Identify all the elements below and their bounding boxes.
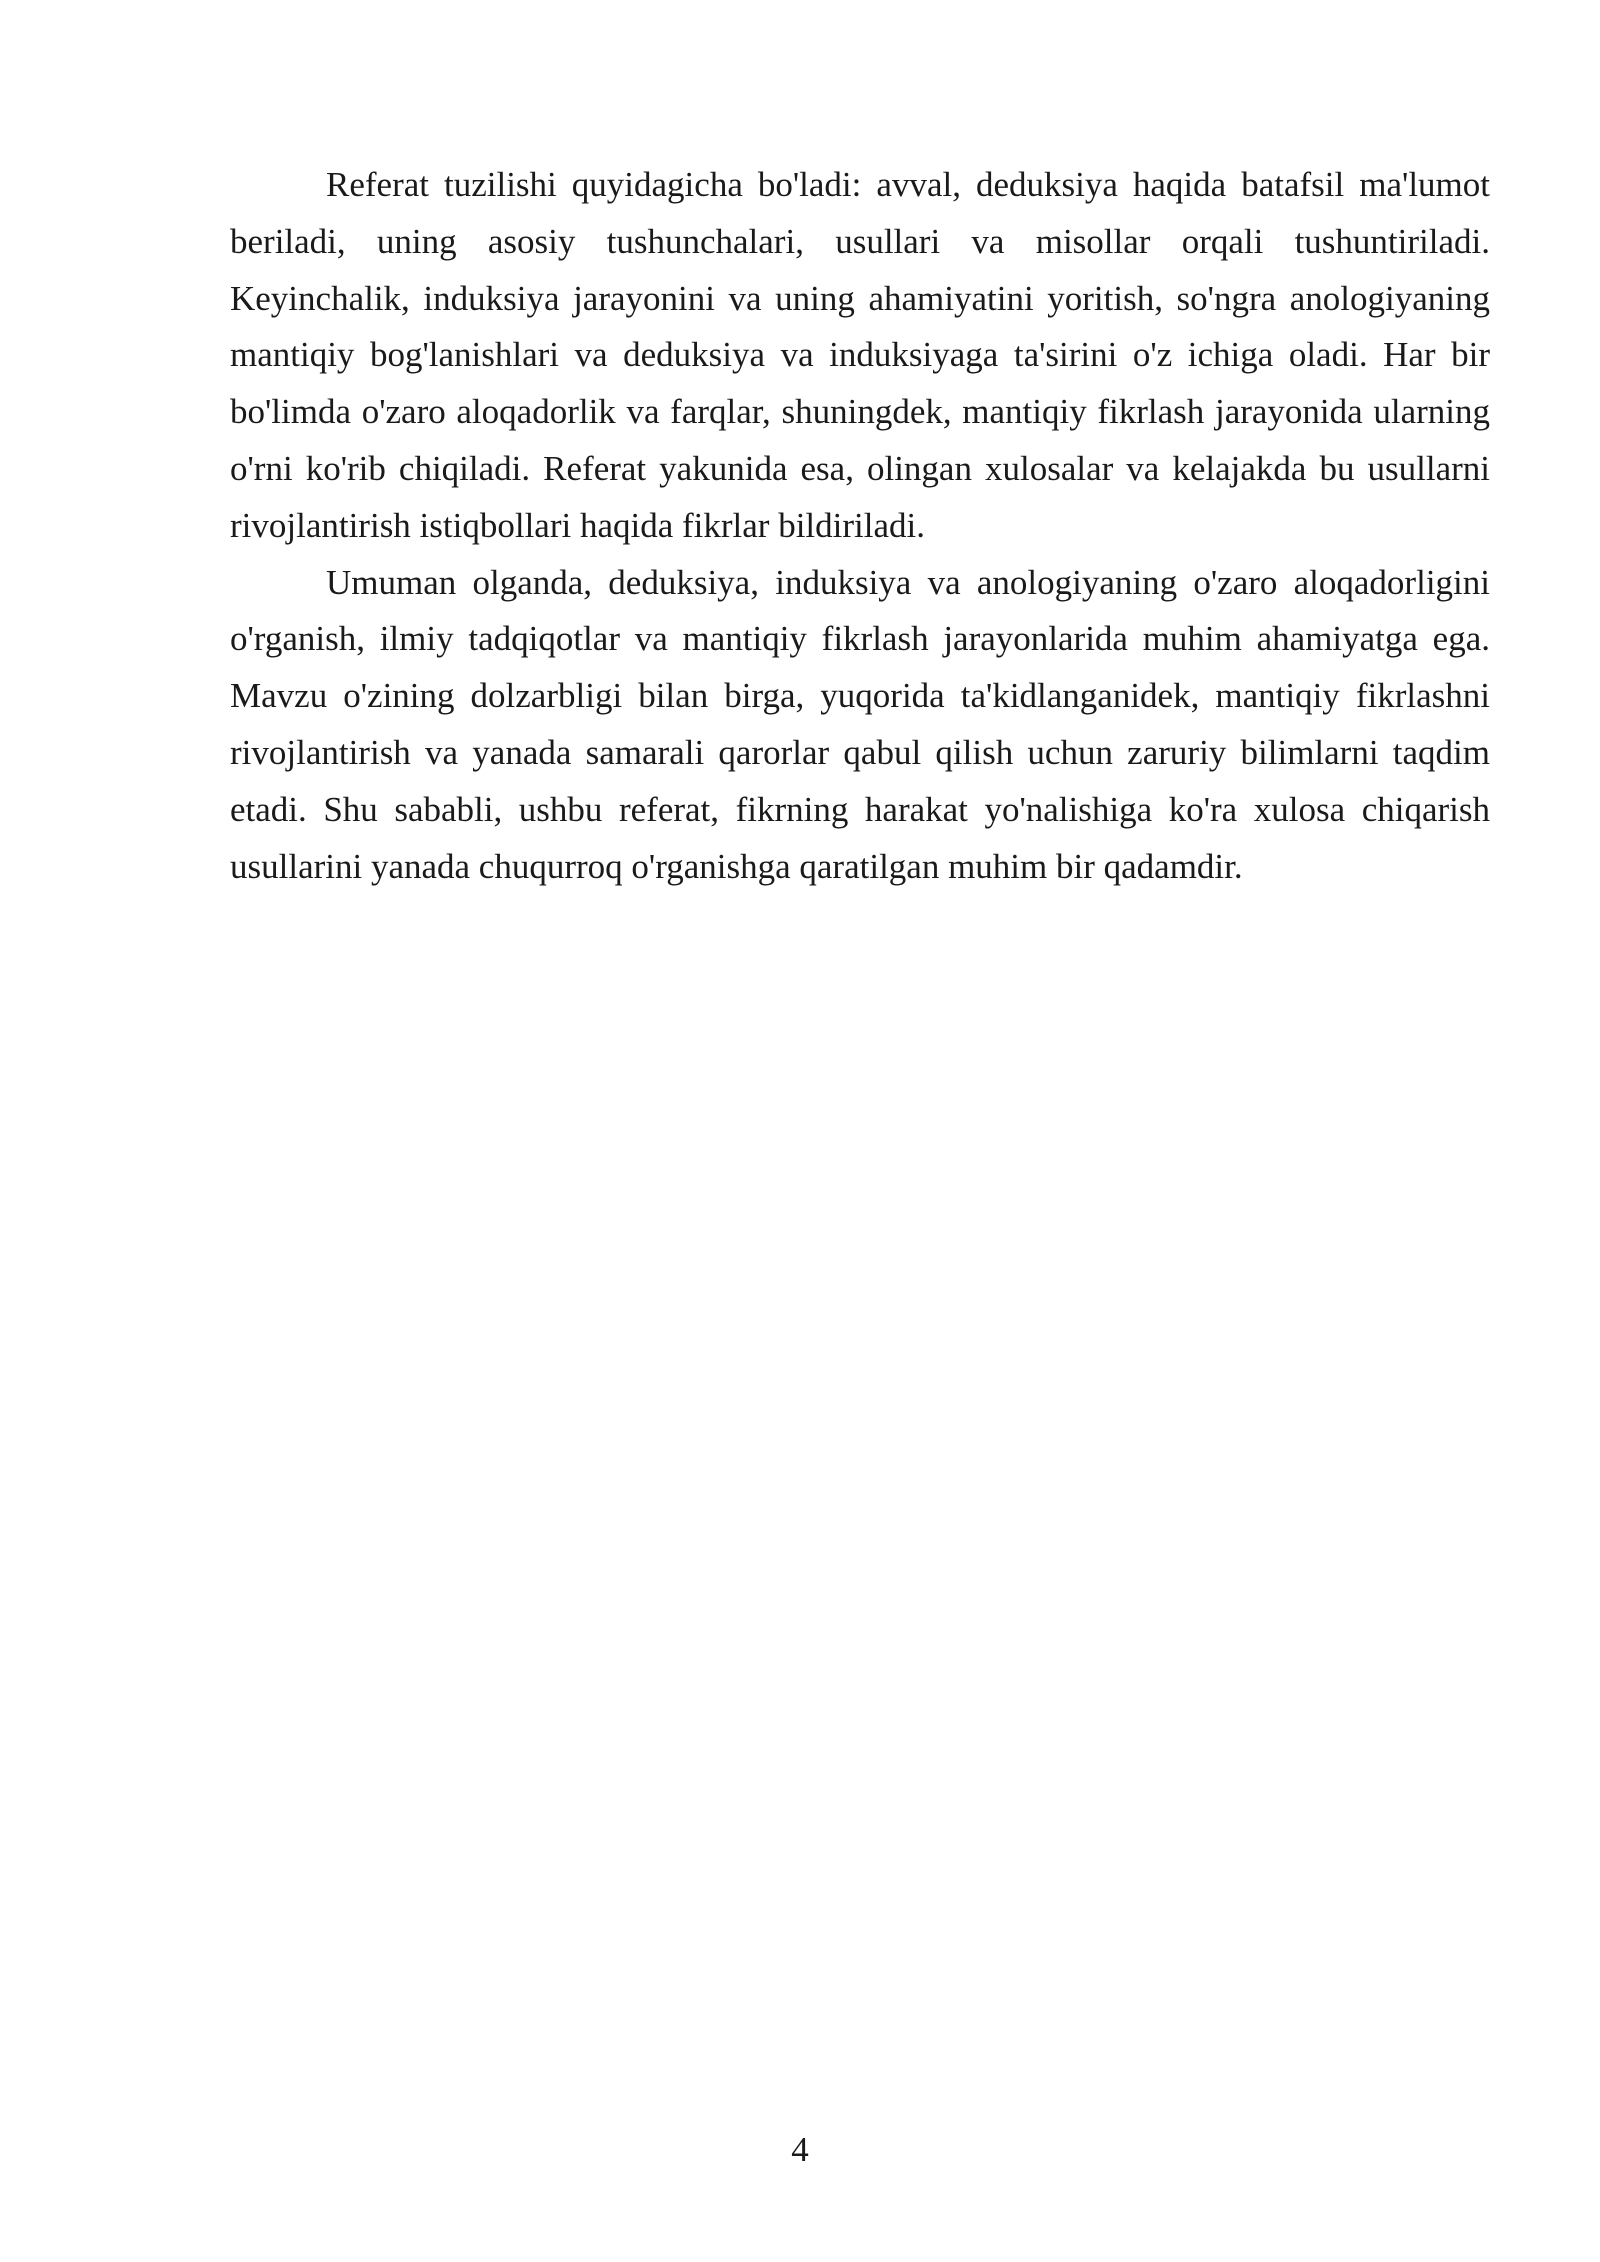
- paragraph-structure: Referat tuzilishi quyidagicha bo'ladi: avval, deduksiya haqida batafsil ma'lumot beriladi, uning asosiy tushunchalari, usullari va misollar orqali tushuntiriladi. Keyinchalik, induksiya jarayonini va uning ahamiyatini yoritish, so'ngra anologiyaning mantiqiy bog'lanishlari va deduksiya va induksiyaga ta'sirini o'z ichiga oladi. Har bir bo'limda o'zaro aloqadorlik va farqlar, shuningdek, mantiqiy fikrlash jarayonida ularning o'rni ko'rib chiqiladi. Referat yakunida esa, olingan xulosalar va kelajakda bu usullarni rivojlantirish istiqbollari haqida fikrlar bildiriladi.: [230, 165, 1490, 545]
- body-text: [230, 157, 1490, 895]
- page-number: 4: [791, 2130, 809, 2169]
- paragraph-conclusion: Umuman olganda, deduksiya, induksiya va anologiyaning o'zaro aloqadorligini o'rganish, ilmiy tadqiqotlar va mantiqiy fikrlash jarayonlarida muhim ahamiyatga ega. Mavzu o'zining dolzarbligi bilan birga, yuqorida ta'kidlanganidek, mantiqiy fikrlashni rivojlantirish va yanada samarali qarorlar qabul qilish uchun zaruriy bilimlarni taqdim etadi. Shu sababli, ushbu referat, fikrning harakat yo'nalishiga ko'ra xulosa chiqarish usullarini yanada chuqurroq o'rganishga qaratilgan muhim bir qadamdir.: [230, 562, 1490, 886]
